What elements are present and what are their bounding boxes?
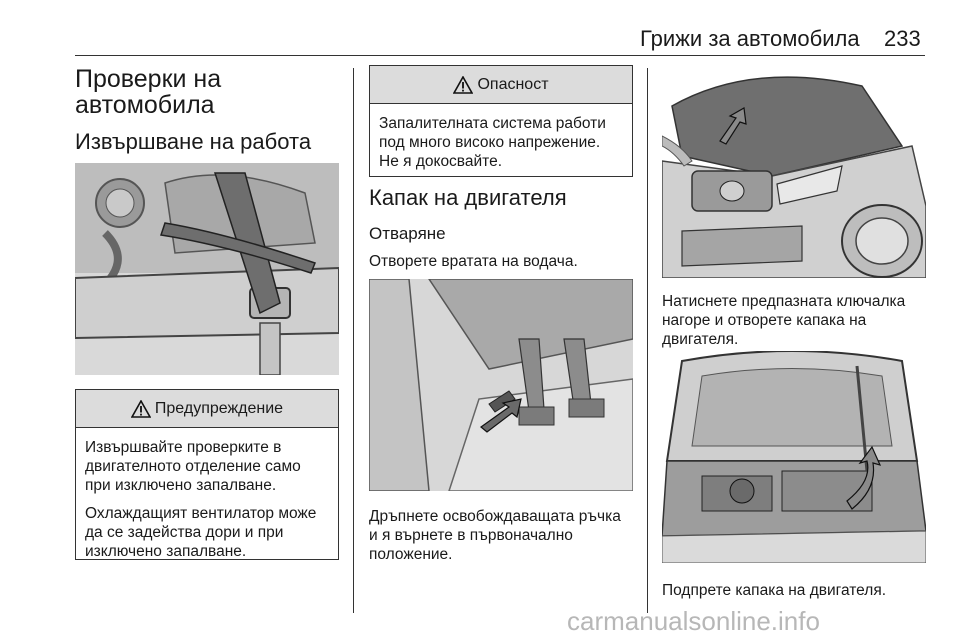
instruction-pull-lever (369, 507, 639, 564)
section-heading-line2: автомобила (75, 91, 215, 119)
watermark: carmanualsonline.info (567, 606, 820, 636)
engine-cover-image (75, 163, 339, 375)
warning-text-line: двигателното отделение само (85, 458, 301, 475)
instruction-line: нагоре и отворете капака на (662, 312, 867, 329)
warning-text-line: при изключено запалване. (85, 477, 277, 494)
warning-triangle-icon (453, 76, 473, 94)
danger-box-title: Опасност (477, 75, 549, 93)
warning-text-line: да се задейства дори и при (85, 524, 284, 541)
instruction-line: положение. (369, 546, 453, 563)
instruction-press-catch (662, 292, 932, 349)
danger-text-line: под много високо напрежение. (379, 134, 601, 151)
warning-text-line: изключено запалване. (85, 543, 247, 560)
left-column (75, 66, 345, 154)
warning-box (75, 389, 339, 560)
warning-triangle-icon (131, 400, 151, 418)
instruction-line: Натиснете предпазната ключалка (662, 293, 906, 310)
warning-box-header (76, 390, 338, 428)
section-heading-line1: Проверки на (75, 65, 222, 93)
instruction-prop-hood: Подпрете капака на двигателя. (662, 582, 887, 599)
column-divider-left (353, 68, 354, 613)
danger-text-line: Запалителната система работи (379, 115, 606, 132)
running-header-title: Грижи за автомобила (640, 26, 860, 51)
section-heading-hood: Капак на двигателя (369, 185, 567, 210)
subsection-heading-opening: Отваряне (369, 224, 446, 243)
header-rule (75, 55, 925, 56)
instruction-open-door: Отворете вратата на водача. (369, 253, 578, 270)
danger-box (369, 65, 633, 177)
instruction-line: Дръпнете освобождаващата ръчка (369, 508, 621, 525)
middle-column-text (369, 186, 639, 271)
instruction-line: и я върнете в първоначално (369, 527, 573, 544)
warning-text-line: Извършвайте проверките в (85, 439, 282, 456)
subsection-heading: Извършване на работа (75, 129, 312, 154)
danger-box-header (370, 66, 632, 104)
hood-open-image (662, 351, 926, 563)
danger-text-line: Не я докосвайте. (379, 153, 503, 170)
column-divider-right (647, 68, 648, 613)
warning-box-title: Предупреждение (154, 399, 284, 417)
warning-text-line: Охлаждащият вентилатор може (85, 505, 317, 522)
car-front-image (662, 66, 926, 278)
instruction-line: двигателя. (662, 331, 739, 348)
release-lever-image (369, 279, 633, 491)
page-number: 233 (884, 26, 921, 51)
